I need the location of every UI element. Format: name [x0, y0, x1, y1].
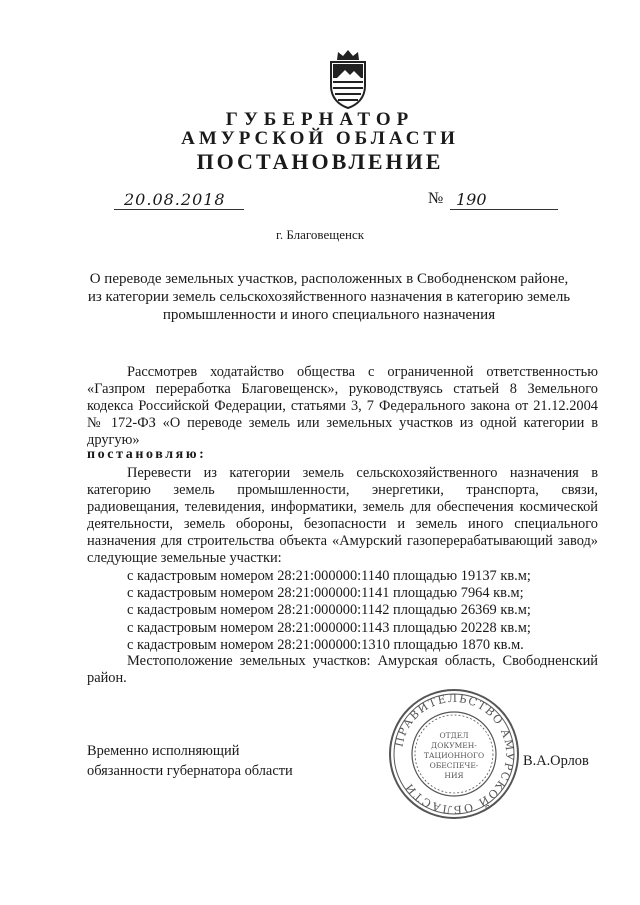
city-name: г. Благовещенск [275, 227, 365, 242]
decree-word: постановляю: [87, 447, 207, 462]
header-governor: ГУБЕРНАТОР [225, 109, 415, 130]
plot-item: с кадастровым номером 28:21:000000:1141 площадью 7964 кв.м; [127, 585, 524, 602]
document-date: 20.08.2018 [114, 190, 244, 210]
plot-item: с кадастровым номером 28:21:000000:1140 площадью 19137 кв.м; [127, 568, 531, 584]
signatory-position-line: Временно исполняющий [87, 743, 240, 759]
svg-text:ДОКУМЕН-: ДОКУМЕН- [431, 741, 477, 750]
coat-of-arms-emblem [323, 48, 373, 110]
number-sign: № [428, 190, 444, 207]
svg-text:ОБЕСПЕЧЕ-: ОБЕСПЕЧЕ- [429, 761, 479, 770]
plot-item: с кадастровым номером 28:21:000000:1143 площадью 20228 кв.м; [127, 619, 531, 636]
svg-text:ОТДЕЛ: ОТДЕЛ [439, 731, 469, 740]
document-subject: О переводе земельных участков, расположенных в Свободненском районе, из категории земель сельскохозяйственного назначения в категорию земель промышленности и иного специального назначения [87, 271, 571, 323]
document-type-title: ПОСТАНОВЛЕНИЕ [196, 149, 444, 174]
signatory-position-line: обязанности губернатора области [87, 763, 293, 779]
official-seal-stamp [386, 686, 522, 822]
signatory-name: В.А.Орлов [523, 753, 589, 769]
header-region: АМУРСКОЙ ОБЛАСТИ [181, 128, 459, 149]
preamble-paragraph: Рассмотрев ходатайство общества с ограниченной ответственностью «Газпром переработка Благовещенск», руководствуясь статьей 8 Земельного кодекса Российской Федерации, статьями 3, 7 Федерального закона от 21.12.2004 № 172-ФЗ «О переводе земель или земельных участков из одной категории в другую» [87, 364, 598, 448]
plots-list [127, 568, 531, 654]
svg-text:НИЯ: НИЯ [444, 771, 464, 780]
document-number: 190 [450, 190, 558, 210]
svg-text:ПРАВИТЕЛЬСТВО АМУРСКОЙ ОБЛАСТИ: ПРАВИТЕЛЬСТВО АМУРСКОЙ ОБЛАСТИ [392, 691, 517, 817]
plot-item: с кадастровым номером 28:21:000000:1310 площадью 1870 кв.м. [127, 636, 524, 653]
svg-text:ТАЦИОННОГО: ТАЦИОННОГО [423, 751, 485, 760]
location-paragraph: Местоположение земельных участков: Амурская область, Свободненский район. [87, 653, 598, 686]
decree-paragraph: Перевести из категории земель сельскохозяйственного назначения в категорию земель промышленности, энергетики, транспорта, связи, радиовещания, телевидения, информатики, земель для обеспечения космической деятельности, земель обороны, безопасности и земель иного специального назначения для строительства объекта «Амурский газоперерабатывающий завод» следующие земельные участки: [87, 465, 598, 566]
plot-item: с кадастровым номером 28:21:000000:1142 площадью 26369 кв.м; [127, 602, 531, 619]
signatory-position [87, 741, 293, 781]
